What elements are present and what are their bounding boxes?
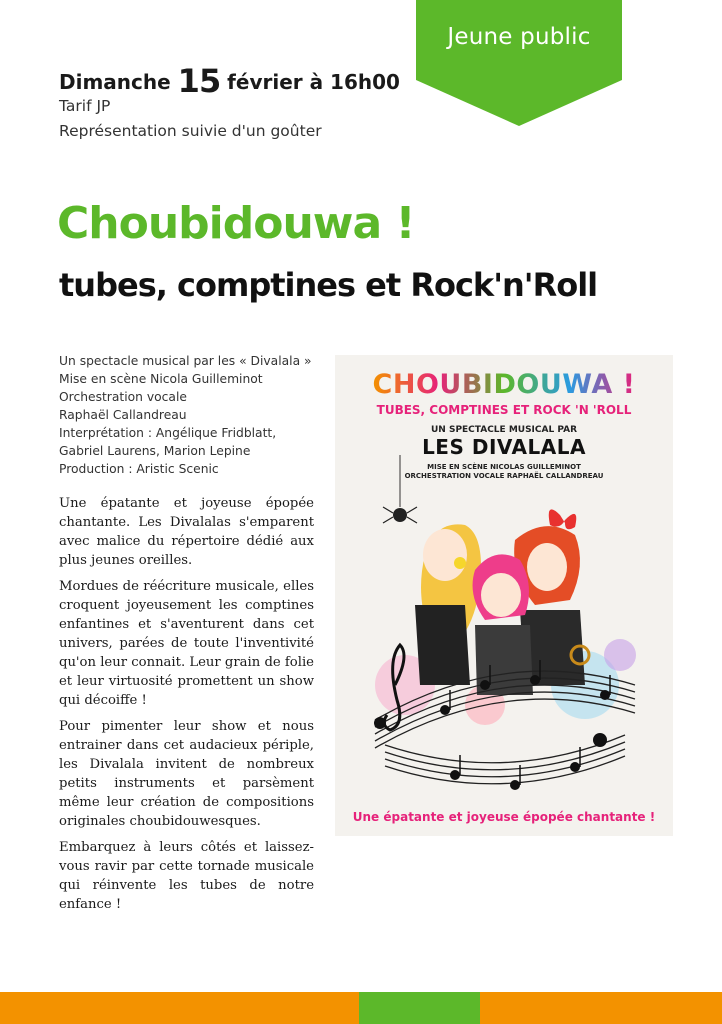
poster-credit: MISE EN SCÈNE NICOLAS GUILLEMINOT [427, 463, 581, 471]
footer-stripe-orange [480, 992, 722, 1024]
credit-line: Orchestration vocale [59, 390, 187, 404]
description-paragraph: Une épatante et joyeuse épopée chantante. Les Divalalas s'emparent avec malice du répertoire dédié aux plus jeunes oreilles. [59, 496, 314, 568]
credits-block [59, 352, 339, 478]
banner-shape [416, 0, 622, 126]
poster-kicker: UN SPECTACLE MUSICAL PAR [430, 425, 578, 435]
poster-title [335, 369, 673, 400]
description-paragraph: Embarquez à leurs côtés et laissez-vous ravir par cette tornade musicale qui réinvente les tubes de notre enfance ! [59, 840, 314, 912]
credit-line: Gabriel Laurens, Marion Lepine [59, 444, 251, 458]
description-paragraph: Mordues de réécriture musicale, elles croquent joyeusement les comptines enfantines et s'aventurent dans cet univers, parées de toute l'inventivité qu'on leur connait. Leur grain de folie et leur virtuosité promettent un show qui décoiffe ! [59, 579, 314, 708]
show-title: Choubidouwa ! [57, 198, 415, 249]
event-tariff: Tarif JP [59, 97, 111, 115]
event-note: Représentation suivie d'un goûter [59, 122, 322, 140]
poster-credit: ORCHESTRATION VOCALE RAPHAËL CALLANDREAU [404, 472, 604, 480]
event-day: 15 [177, 62, 221, 100]
footer-stripe-green [359, 992, 480, 1024]
show-poster [335, 355, 673, 836]
description [59, 494, 314, 921]
banner-label: Jeune public [447, 24, 591, 50]
credit-line: Un spectacle musical par les « Divalala » [59, 354, 312, 368]
show-subtitle: tubes, comptines et Rock'n'Roll [59, 266, 598, 304]
poster-title-text: CHOUBIDOUWA ! [372, 369, 636, 400]
poster-subtitle: TUBES, COMPTINES ET ROCK 'N 'ROLL [376, 403, 632, 417]
poster-tagline: Une épatante et joyeuse épopée chantante ! [352, 810, 656, 824]
footer-stripe-orange [0, 992, 359, 1024]
poster-troupe: LES DIVALALA [422, 435, 586, 459]
description-paragraph: Pour pimenter leur show et nous entrainer dans cet audacieux périple, les Divalala invitent de nombreux petits instruments et parsèment même leur création de compositions originales choubidouwesques. [59, 719, 314, 829]
event-month-time: février à 16h00 [227, 70, 400, 94]
credit-line: Production : Aristic Scenic [59, 462, 219, 476]
credit-line: Raphaël Callandreau [59, 408, 187, 422]
credit-line: Interprétation : Angélique Fridblatt, [59, 426, 277, 440]
event-date [59, 62, 400, 100]
credit-line: Mise en scène Nicola Guilleminot [59, 372, 263, 386]
category-banner [416, 0, 622, 126]
footer-stripes [0, 992, 722, 1024]
event-weekday: Dimanche [59, 70, 171, 94]
